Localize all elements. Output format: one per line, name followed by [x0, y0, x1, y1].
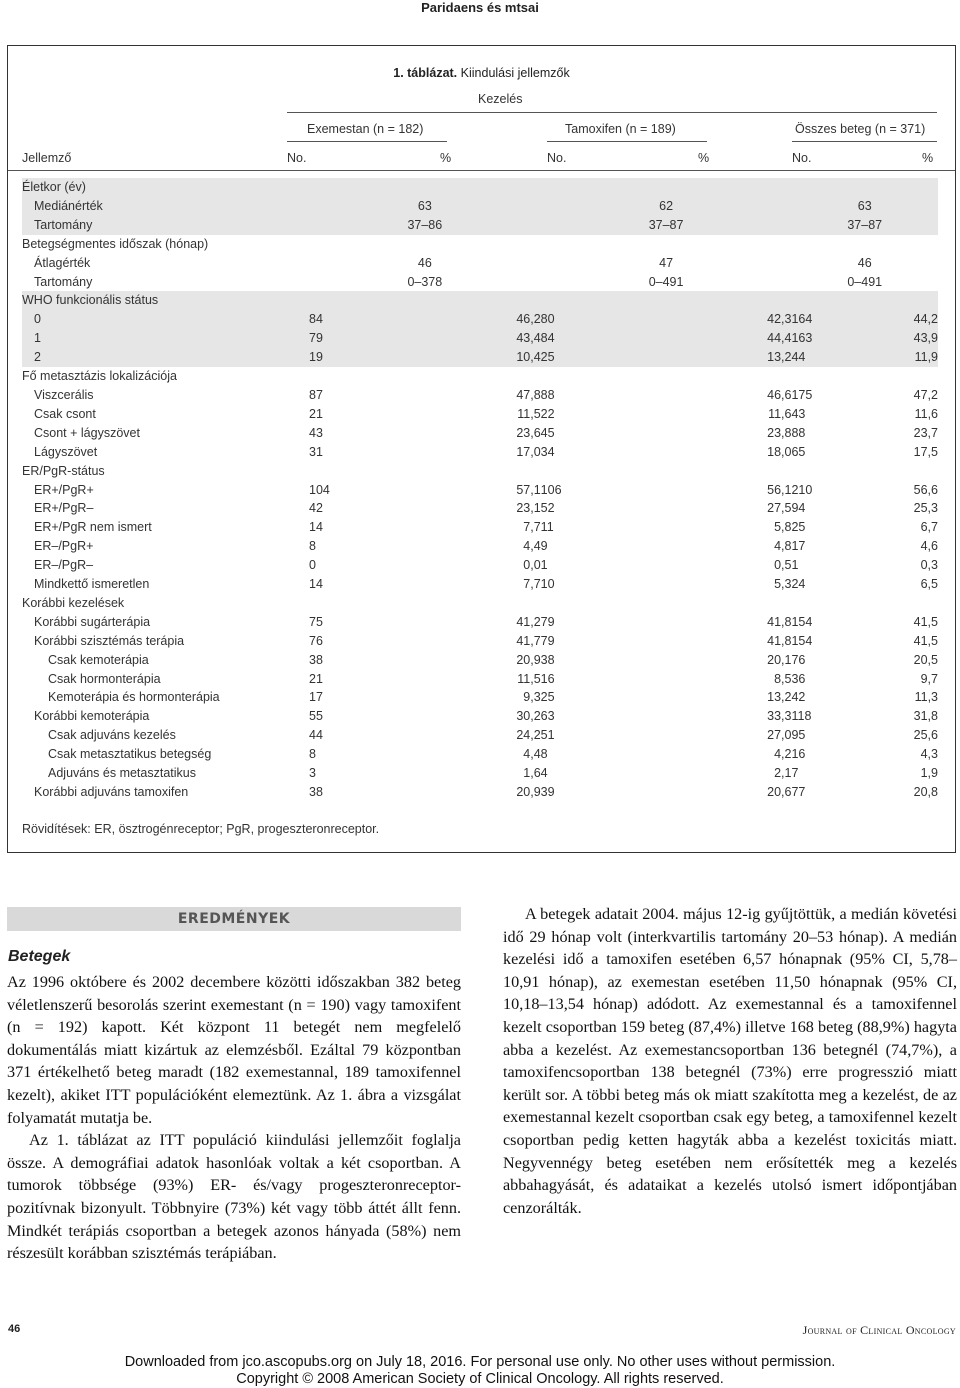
count-cell: 14 — [309, 520, 323, 535]
count-cell: 36 — [791, 671, 806, 686]
percent-cell: 6,7 — [920, 520, 938, 535]
count-cell: 8 — [309, 539, 316, 554]
row-label: ER+/PgR nem ismert — [34, 520, 152, 535]
count-cell: 34 — [540, 444, 555, 459]
count-cell: 42 — [309, 501, 323, 516]
percent-cell: 33,3 — [767, 709, 792, 724]
percent-cell: 57,1 — [516, 482, 541, 497]
count-cell: 104 — [309, 482, 330, 497]
empty-cell — [309, 178, 938, 197]
median-cell: 46 — [417, 255, 432, 270]
count-cell: 11 — [540, 520, 554, 535]
percent-cell: 46,6 — [767, 387, 792, 402]
table-row — [22, 745, 938, 764]
percent-cell: 11,6 — [914, 406, 938, 421]
percent-cell: 42,3 — [637, 310, 791, 329]
table-caption-number: 1. táblázat. — [393, 66, 458, 80]
row-label: 2 — [22, 348, 309, 367]
count-cell: 43 — [309, 425, 323, 440]
count-cell: 88 — [791, 425, 806, 440]
row-label: ER–/PgR– — [34, 558, 94, 573]
count-cell: 79 — [540, 614, 555, 629]
table-row — [22, 254, 938, 273]
table-row — [22, 178, 938, 197]
left-paragraph-1: Az 1996 októbere és 2002 decembere közötti időszakban 382 beteg véletlenszerű besorolás szerint exemestant (n = 190) vagy tamoxifent (n = 192) kapott. Két központ 11 betegét nem megfelelő dokumentálás miatt kizártuk az elemzésből. Ezáltal 79 központban 371 értékelhető beteg maradt (182 exemestannal, 189 tamoxifennel kezelt), akiket ITT populációként elemeztünk. Az 1. ábra a vizsgálat folyamatát mutatja be. — [7, 973, 461, 1127]
count-cell: 8 — [309, 747, 316, 762]
col-header-no-3: No. — [792, 151, 812, 165]
table-row — [22, 216, 938, 235]
count-cell: 154 — [791, 614, 813, 629]
row-label: ER+/PgR+ — [34, 482, 94, 497]
count-cell: 76 — [791, 652, 806, 667]
row-label: Csak adjuváns kezelés — [48, 728, 176, 743]
percent-cell: 20,9 — [516, 785, 541, 799]
count-cell: 175 — [791, 387, 813, 402]
download-line-1: Downloaded from jco.ascopubs.org on July 18, 2016. For personal use only. No other uses without permission. — [124, 1354, 836, 1370]
percent-cell: 43,9 — [869, 329, 938, 348]
col-header-pct-3: % — [922, 151, 934, 165]
percent-cell: 20,8 — [913, 785, 938, 799]
table-row — [22, 537, 938, 556]
row-label: Tartomány — [34, 274, 93, 289]
table-row — [22, 707, 938, 726]
median-cell: 47 — [659, 255, 674, 270]
percent-cell: 23,1 — [516, 501, 541, 516]
percent-cell: 0,5 — [774, 558, 792, 573]
row-label: Fő metasztázis lokalizációja — [22, 369, 177, 384]
count-cell: 9 — [540, 539, 548, 554]
count-cell: 25 — [791, 520, 806, 535]
percent-cell: 8,5 — [774, 671, 792, 686]
row-label: Adjuváns és metasztatikus — [48, 766, 196, 781]
right-column — [503, 903, 957, 1219]
first-column-header: Jellemző — [22, 151, 72, 165]
subheading: Betegek — [8, 948, 71, 965]
percent-cell: 27,5 — [767, 501, 792, 516]
running-head: Paridaens és mtsai — [421, 0, 539, 15]
row-label: Tartomány — [22, 216, 309, 235]
row-label: ER–/PgR+ — [34, 539, 94, 554]
percent-cell: 20,9 — [516, 652, 541, 667]
arm-rule-tamoxifen — [547, 141, 707, 142]
count-cell: 17 — [309, 690, 323, 705]
empty-cell — [309, 235, 938, 254]
percent-cell: 0,0 — [523, 558, 541, 573]
table-row — [22, 613, 938, 632]
count-cell: 77 — [791, 785, 806, 799]
percent-cell: 13,2 — [767, 690, 792, 705]
col-header-no-2: No. — [547, 151, 567, 165]
table-row — [22, 556, 938, 575]
percent-cell: 13,2 — [637, 348, 791, 367]
percent-cell: 25,6 — [913, 728, 938, 743]
left-paragraph-2: Az 1. táblázat az ITT populáció kiindulási jellemzőit foglalja össze. A demográfiai adatok hasonlóak voltak a két csoportban. A tumorok többsége (93%) ER- és/vagy progeszteronreceptor-pozitívnak bizonyult. Többnyire (73%) két vagy több áttét állt fenn. Mindkét terápiás csoportban a betegek azonos hányada (58%) nem részesült korábban szisztémás terápiában. — [7, 1131, 461, 1263]
count-cell: 21 — [309, 406, 323, 421]
percent-cell: 7,7 — [523, 520, 541, 535]
count-cell: 63 — [540, 709, 555, 724]
count-cell: 38 — [309, 785, 323, 799]
median-cell: 63 — [309, 197, 541, 216]
row-label: Mindkettő ismeretlen — [34, 577, 150, 592]
count-cell: 163 — [791, 329, 868, 348]
arm-rule-exemestan — [287, 141, 447, 142]
count-cell: 154 — [791, 633, 813, 648]
table-row — [22, 764, 938, 783]
percent-cell: 41,8 — [767, 633, 792, 648]
count-cell: 38 — [540, 652, 555, 667]
percent-cell: 7,7 — [523, 577, 541, 592]
table-row — [22, 481, 938, 500]
count-cell: 19 — [309, 348, 386, 367]
row-label: Korábbi kemoterápia — [34, 709, 150, 724]
percent-cell: 10,4 — [386, 348, 540, 367]
percent-cell: 20,1 — [767, 652, 792, 667]
count-cell: 79 — [540, 633, 555, 648]
table-row — [22, 405, 938, 424]
count-cell: 16 — [791, 747, 806, 762]
table-row — [22, 310, 938, 329]
right-paragraph-1: A betegek adatait 2004. május 12-ig gyűjtöttük, a medián követési idő 29 hónap volt (interkvartilis tartomány 20–53 hónap). A medián kezelési idő a tamoxifen esetében 6,57 hónapnak (95% CI, 5,78–10,91 hónap), az exemestan esetében 11,50 hónapnak (95% CI, 10,18–13,54 hónap) adódott. Az exemestannal és a tamoxifennel kezelt csoportban 159 beteg (87,4%) illetve 168 beteg (88,9%) hagyta abba a kezelést. Az exemestancsoportban 136 betegnél (74,7%), a tamoxifencsoportban 138 betegnél (73%) erre progresszió miatt került sor. A többi beteg más ok miatt szakította meg a kezelést, de az exemestannal kezelt csoportban csak egy beteg, a tamoxifennel kezelt csoportban pedig ketten hagyták abba a kezelést toxicitás miatt. Negyvennégy beteg esetében nem erősítették meg a kezelés abbahagyását, és adataikat a kezelés utolsó ismert időpontjában cenzorálták. — [503, 905, 957, 1217]
percent-cell: 30,2 — [516, 709, 541, 724]
count-cell: 39 — [540, 785, 555, 799]
percent-cell: 11,5 — [517, 406, 541, 421]
row-label: Korábbi adjuváns tamoxifen — [34, 785, 189, 799]
table-row — [22, 386, 938, 405]
table-row — [22, 499, 938, 518]
percent-cell: 1,9 — [920, 766, 938, 781]
count-cell: 25 — [541, 348, 638, 367]
row-label: Lágyszövet — [34, 444, 98, 459]
count-cell: 22 — [540, 406, 555, 421]
percent-cell: 56,1 — [767, 482, 792, 497]
median-cell: 0–491 — [648, 274, 684, 289]
percent-cell: 41,5 — [913, 633, 938, 648]
table-caption-text: Kiindulási jellemzők — [457, 66, 570, 80]
table-row — [22, 670, 938, 689]
row-label: Csak metasztatikus betegség — [48, 747, 212, 762]
median-cell: 37–86 — [309, 216, 541, 235]
count-cell: 95 — [791, 728, 806, 743]
table-row — [22, 462, 938, 481]
table-row — [22, 348, 938, 367]
table-row — [22, 726, 938, 745]
percent-cell: 6,5 — [920, 577, 938, 592]
percent-cell: 41,8 — [767, 614, 792, 629]
count-cell: 8 — [540, 747, 548, 762]
count-cell: 164 — [791, 310, 868, 329]
percent-cell: 4,4 — [523, 539, 541, 554]
percent-cell: 0,3 — [920, 558, 938, 573]
count-cell: 51 — [540, 728, 555, 743]
count-cell: 1 — [791, 558, 799, 573]
arm-header-total: Összes beteg (n = 371) — [795, 122, 926, 136]
percent-cell: 11,5 — [517, 671, 541, 686]
median-cell: 37–87 — [541, 216, 792, 235]
col-header-pct-2: % — [698, 151, 710, 165]
percent-cell: 20,5 — [913, 652, 938, 667]
table-row — [22, 632, 938, 651]
percent-cell: 27,0 — [767, 728, 792, 743]
data-table — [22, 178, 938, 802]
percent-cell: 4,4 — [523, 747, 541, 762]
count-cell: 65 — [791, 444, 806, 459]
table-row — [22, 424, 938, 443]
journal-name: Journal of Clinical Oncology — [802, 1323, 956, 1337]
row-label: Korábbi kezelések — [22, 595, 125, 610]
table-row — [22, 783, 938, 802]
percent-cell: 4,8 — [774, 539, 792, 554]
count-cell: 7 — [791, 766, 799, 781]
percent-cell: 4,6 — [920, 539, 938, 554]
percent-cell: 18,0 — [767, 444, 792, 459]
count-cell: 52 — [540, 501, 555, 516]
count-cell: 79 — [309, 329, 386, 348]
count-cell: 3 — [309, 766, 316, 781]
median-cell: 63 — [791, 197, 938, 216]
download-notice — [0, 1354, 960, 1388]
percent-cell: 41,5 — [913, 614, 938, 629]
percent-cell: 24,2 — [516, 728, 541, 743]
count-cell: 16 — [540, 671, 555, 686]
percent-cell: 31,8 — [913, 709, 938, 724]
row-label: WHO funkcionális státus — [22, 291, 309, 310]
section-title: EREDMÉNYEK — [7, 907, 461, 931]
percent-cell: 23,8 — [767, 425, 792, 440]
percent-cell: 11,9 — [869, 348, 938, 367]
count-cell: 55 — [309, 709, 323, 724]
table-row — [22, 291, 938, 310]
percent-cell: 23,6 — [516, 425, 541, 440]
median-cell: 37–87 — [791, 216, 938, 235]
row-label: Csak csont — [34, 406, 96, 421]
table-1 — [7, 45, 956, 853]
table-row — [22, 367, 938, 386]
row-label: Életkor (év) — [22, 178, 309, 197]
row-label: ER/PgR-státus — [22, 463, 105, 478]
table-row — [22, 688, 938, 707]
count-cell: 1 — [540, 558, 548, 573]
percent-cell: 43,4 — [386, 329, 540, 348]
arm-header-exemestan: Exemestan (n = 182) — [307, 122, 424, 136]
median-cell: 46 — [857, 255, 872, 270]
percent-cell: 41,7 — [516, 633, 541, 648]
col-header-no-1: No. — [287, 151, 307, 165]
row-label: Csak hormonterápia — [48, 671, 161, 686]
percent-cell: 44,4 — [637, 329, 791, 348]
percent-cell: 17,5 — [913, 444, 938, 459]
count-cell: 75 — [309, 614, 323, 629]
row-label: ER+/PgR– — [34, 501, 94, 516]
count-cell: 210 — [791, 482, 813, 497]
row-label: 0 — [22, 310, 309, 329]
percent-cell: 11,6 — [768, 406, 792, 421]
percent-cell: 9,3 — [523, 690, 541, 705]
count-cell: 45 — [540, 425, 555, 440]
percent-cell: 20,6 — [767, 785, 792, 799]
percent-cell: 46,2 — [386, 310, 540, 329]
count-cell: 118 — [791, 709, 812, 724]
count-cell: 24 — [791, 577, 806, 592]
percent-cell: 23,7 — [913, 425, 938, 440]
download-line-2: Copyright © 2008 American Society of Clinical Oncology. All rights reserved. — [236, 1371, 724, 1387]
arm-rule-total — [792, 141, 937, 142]
table-row — [22, 235, 938, 254]
percent-cell: 5,3 — [774, 577, 792, 592]
count-cell: 25 — [540, 690, 555, 705]
empty-cell — [309, 462, 938, 481]
count-cell: 14 — [309, 577, 323, 592]
count-cell: 38 — [309, 652, 323, 667]
count-cell: 94 — [791, 501, 806, 516]
count-cell: 87 — [309, 387, 323, 402]
percent-cell: 56,6 — [913, 482, 938, 497]
median-cell: 0–491 — [847, 274, 883, 289]
count-cell: 88 — [540, 387, 555, 402]
row-label: Csak kemoterápia — [48, 652, 149, 667]
table-row — [22, 273, 938, 292]
count-cell: 21 — [309, 671, 323, 686]
table-row — [22, 518, 938, 537]
col-header-pct-1: % — [440, 151, 452, 165]
percent-cell: 25,3 — [913, 501, 938, 516]
percent-cell: 4,2 — [774, 747, 792, 762]
table-row — [22, 594, 938, 613]
row-label: Mediánérték — [22, 197, 309, 216]
percent-cell: 5,8 — [774, 520, 792, 535]
row-label: Kemoterápia és hormonterápia — [48, 690, 220, 705]
empty-cell — [309, 291, 938, 310]
percent-cell: 47,8 — [516, 387, 541, 402]
median-cell: 0–378 — [407, 274, 443, 289]
row-label: Betegségmentes időszak (hónap) — [22, 236, 209, 251]
group-header-rule — [287, 112, 937, 113]
count-cell: 10 — [540, 577, 555, 592]
count-cell: 44 — [791, 348, 868, 367]
table-row — [22, 443, 938, 462]
count-cell: 44 — [309, 728, 323, 743]
percent-cell: 11,3 — [914, 690, 938, 705]
left-column — [7, 971, 461, 1265]
count-cell: 43 — [791, 406, 806, 421]
percent-cell: 47,2 — [913, 387, 938, 402]
count-cell: 84 — [309, 310, 386, 329]
table-caption — [8, 66, 955, 80]
arm-header-tamoxifen: Tamoxifen (n = 189) — [565, 122, 676, 136]
count-cell: 106 — [540, 482, 562, 497]
header-bottom-rule — [8, 170, 955, 171]
count-cell: 76 — [309, 633, 323, 648]
count-cell: 80 — [541, 310, 638, 329]
empty-cell — [309, 594, 938, 613]
row-label: Viszcerális — [34, 387, 94, 402]
row-label: Korábbi sugárterápia — [34, 614, 151, 629]
median-cell: 62 — [541, 197, 792, 216]
row-label: Korábbi szisztémás terápia — [34, 633, 185, 648]
table-row — [22, 575, 938, 594]
table-row — [22, 651, 938, 670]
percent-cell: 41,2 — [516, 614, 541, 629]
percent-cell: 4,3 — [920, 747, 938, 762]
table-row — [22, 197, 938, 216]
table-row — [22, 329, 938, 348]
percent-cell: 2,1 — [774, 766, 792, 781]
row-label: Átlagérték — [34, 255, 91, 270]
count-cell: 31 — [309, 444, 323, 459]
empty-cell — [309, 367, 938, 386]
percent-cell: 17,0 — [516, 444, 541, 459]
row-label: Csont + lágyszövet — [34, 425, 140, 440]
count-cell: 84 — [541, 329, 638, 348]
group-header: Kezelés — [478, 92, 523, 106]
count-cell: 0 — [309, 558, 316, 573]
percent-cell: 44,2 — [869, 310, 938, 329]
page-number: 46 — [8, 1323, 21, 1335]
count-cell: 42 — [791, 690, 806, 705]
count-cell: 17 — [791, 539, 806, 554]
percent-cell: 1,6 — [523, 766, 541, 781]
count-cell: 4 — [540, 766, 548, 781]
percent-cell: 9,7 — [920, 671, 938, 686]
row-label: 1 — [22, 329, 309, 348]
table-footnote: Rövidítések: ER, ösztrogénreceptor; PgR, progeszteronreceptor. — [22, 822, 380, 836]
